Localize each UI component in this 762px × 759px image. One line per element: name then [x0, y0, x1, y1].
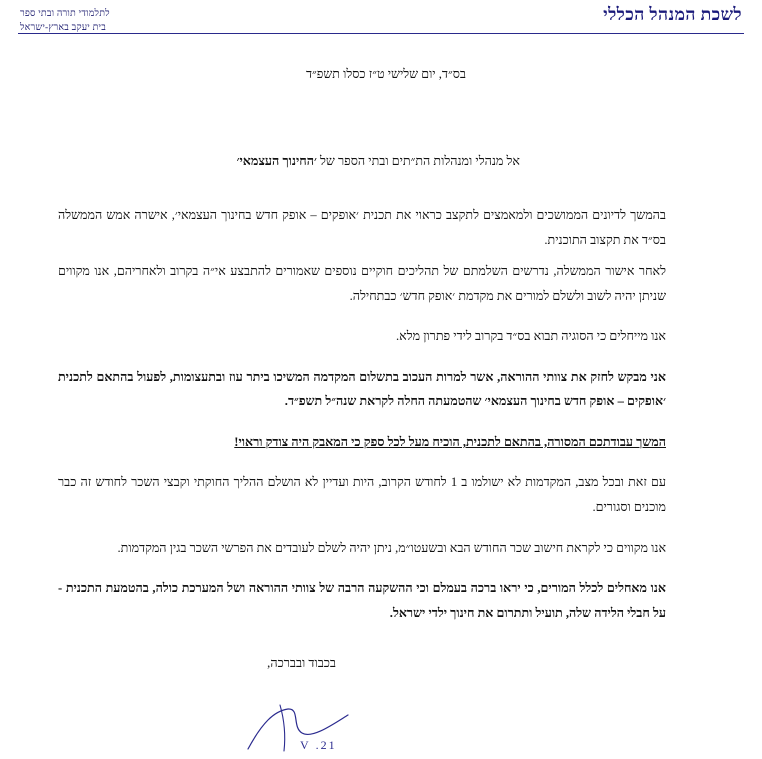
paragraph-4: אני מבקש לחזק את צוותי ההוראה, אשר למרות העכוב בתשלום המקדמה המשיכו ביתר עוז ובתעצומות, לפעול בהתאם לתכנית ׳אופקים – אופק חדש בחינוך העצמאי׳ שהטמעתה החלה לקראת שנה״ל תשפ״ד. [58, 369, 666, 409]
signoff: בכבוד ובברכה, [267, 656, 336, 671]
paragraph-8: אנו מאחלים לכלל המורים, כי יראו ברכה בעמלם וכי ההשקעה הרבה של צוותי ההוראה ושל המערכת כולה, בהטמעת התכנית - על חבלי הלידה שלה, תועיל ותתרום את חינוך ילדי ישראל. [58, 581, 666, 620]
paragraph-6: עם זאת ובכל מצב, המקדמות לא ישולמו ב 1 לחודש הקרוב, היות ועדיין לא הושלם ההליך החוקתי וקבצי השכר לחודש זה כבר מוכנים וסגורים. [58, 475, 667, 515]
date-line: בס״ד, יום שלישי ט״ז כסלו תשפ״ד [305, 67, 466, 81]
signature-date: 21. V [300, 738, 337, 752]
paragraph-2: לאחר אישור הממשלה, נדרשים השלמתם של תהליכים חוקיים נוספים שאמורים להתבצע אי״ה בקרוב ולאחריהם, אנו מקווים שניתן יהיה לשוב ולשלם למורים את מקדמת ׳אופק חדש׳ כבתחילה. [58, 264, 666, 303]
paragraph-7: אנו מקווים כי לקראת חישוב שכר החודש הבא ובשעטו״מ, ניתן יהיה לשלם לעובדים את הפרשי השכר בגין המקדמות. [117, 540, 666, 555]
salutation [58, 149, 666, 174]
letterhead-organization [20, 8, 110, 36]
letterhead-divider [18, 33, 744, 34]
letterhead [0, 0, 762, 40]
salutation-emphasis: ׳החינוך העצמאי׳ [236, 153, 317, 168]
letterhead-title: לשכת המנהל הכללי [603, 4, 742, 24]
salutation-prefix: אל מנהלי ומנהלות הת״תים ובתי הספר של [316, 153, 520, 168]
spacer-salutation [58, 173, 666, 203]
letterhead-org-line1: לתלמודי תורה ובתי ספר [20, 9, 110, 19]
letterhead-org-line2: בית יעקב בארץ-ישראל [20, 22, 107, 33]
paragraph-3: אנו מייחלים כי הסוגיה תבוא בס״ד בקרוב לידי פתרון מלא. [396, 329, 666, 344]
spacer-top [58, 87, 666, 149]
paragraph-1: בהמשך לדיונים הממושכים ולמאמצים לתקצב כראוי את תכנית ׳אופקים – אופק חדש בחינוך העצמאי׳, אישרה אמש הממשלה בס״ד את תקצוב התוכנית. [58, 208, 666, 247]
document-body [0, 62, 762, 676]
paragraph-5: המשך עבודתכם המסורה, בהתאם לתכנית, הוכיח מעל לכל ספק כי המאבק היה צודק וראוי! [234, 434, 666, 449]
